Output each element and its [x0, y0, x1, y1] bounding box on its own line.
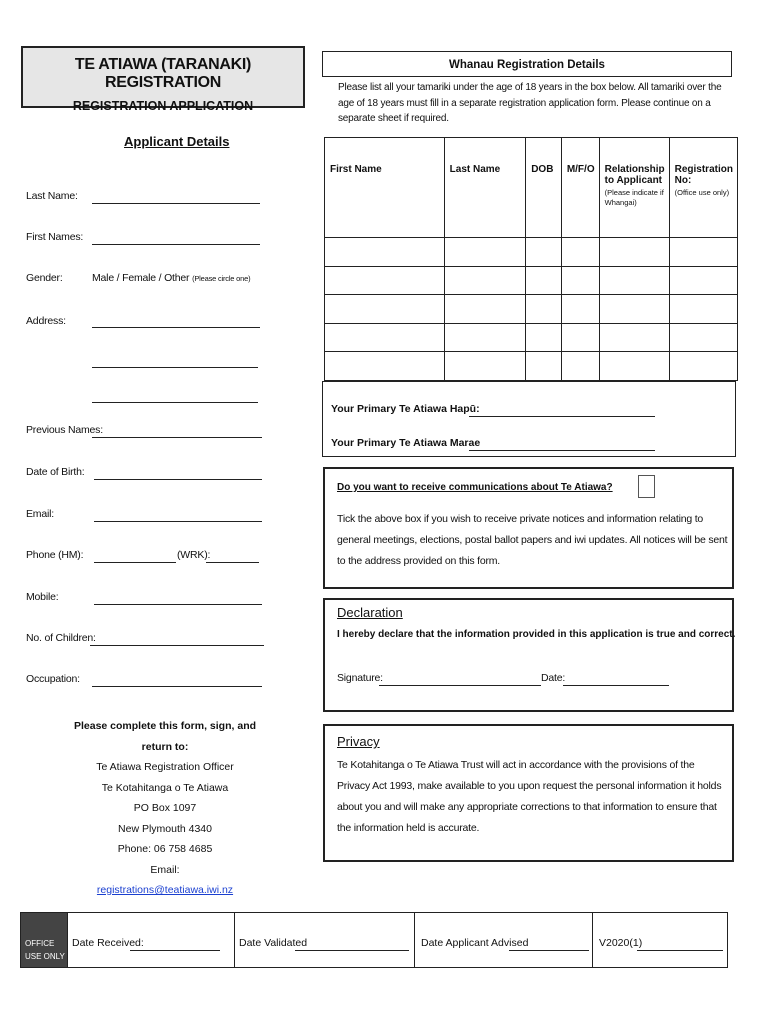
col-registration-label: Registration No: [674, 164, 733, 186]
communications-text: Tick the above box if you wish to receive private notices and information relating to general meetings, elections, postal ballot papers and iwi updates. All notices will be sent to the address provided on this form. [337, 513, 728, 567]
gender-options[interactable] [92, 272, 250, 284]
table-cell[interactable] [526, 352, 562, 381]
table-cell[interactable] [526, 295, 562, 324]
table-cell[interactable] [444, 266, 526, 295]
children-label: No. of Children: [26, 632, 96, 644]
date-validated-cell[interactable] [235, 913, 415, 967]
privacy-text: Te Kotahitanga o Te Atiawa Trust will act in accordance with the provisions of the Privacy Act 1993, make available to you upon request the personal information it holds about you and will make any appropriate corrections to that information to ensure that the information held is accurate. [337, 759, 722, 834]
children-field[interactable] [90, 645, 264, 646]
return-line-4: New Plymouth 4340 [118, 822, 212, 835]
col-registration [669, 138, 737, 238]
occupation-field[interactable] [92, 686, 262, 687]
whanau-table [324, 137, 738, 381]
office-use-strip [20, 912, 728, 968]
return-line-3: PO Box 1097 [133, 802, 197, 814]
whanau-title: Whanau Registration Details [322, 51, 732, 77]
date-advised-cell[interactable] [415, 913, 593, 967]
first-names-label: First Names: [26, 231, 84, 243]
table-cell[interactable] [599, 352, 669, 381]
hapu-label: Your Primary Te Atiawa Hapū: [331, 403, 480, 415]
hapu-field[interactable] [469, 416, 655, 417]
date-advised-line [509, 950, 589, 951]
table-cell[interactable] [526, 238, 562, 267]
table-cell[interactable] [599, 323, 669, 352]
table-cell[interactable] [669, 238, 737, 267]
declaration-date-field[interactable] [563, 685, 669, 686]
phone-label: Phone (HM): [26, 549, 84, 561]
col-relationship-note: (Please indicate if Whangai) [604, 188, 664, 207]
table-cell[interactable] [561, 295, 599, 324]
table-cell[interactable] [325, 238, 445, 267]
marae-field[interactable] [469, 450, 655, 451]
gender-label: Gender: [26, 272, 63, 284]
table-cell[interactable] [669, 266, 737, 295]
table-row [325, 352, 738, 381]
dob-field[interactable] [94, 479, 262, 480]
mobile-field[interactable] [94, 604, 262, 605]
dob-label: Date of Birth: [26, 466, 85, 478]
table-cell[interactable] [444, 238, 526, 267]
gender-note: (Please circle one) [192, 274, 251, 283]
table-row [325, 266, 738, 295]
table-cell[interactable] [561, 266, 599, 295]
address-field-2[interactable] [92, 367, 258, 368]
col-dob: DOB [526, 138, 562, 238]
phone-hm-field[interactable] [94, 562, 176, 563]
table-cell[interactable] [669, 295, 737, 324]
office-use-label: OFFICE USE ONLY [21, 913, 68, 967]
date-received-label: Date Received: [72, 937, 144, 949]
table-cell[interactable] [599, 238, 669, 267]
declaration-heading: Declaration [337, 605, 403, 620]
return-line-6: Email: [150, 863, 180, 876]
mobile-label: Mobile: [26, 591, 59, 603]
phone-wrk-label: (WRK): [177, 549, 211, 561]
col-relationship [599, 138, 669, 238]
table-cell[interactable] [599, 266, 669, 295]
last-name-field[interactable] [92, 203, 260, 204]
declaration-statement: I hereby declare that the information provided in this application is true and correct. [337, 629, 736, 640]
table-cell[interactable] [669, 323, 737, 352]
date-received-line [130, 950, 220, 951]
address-field-1[interactable] [92, 327, 260, 328]
date-advised-label: Date Applicant Advised [421, 937, 529, 949]
table-cell[interactable] [561, 323, 599, 352]
table-cell[interactable] [325, 266, 445, 295]
table-row [325, 295, 738, 324]
declaration-date-label: Date: [541, 672, 566, 684]
col-last-name: Last Name [444, 138, 526, 238]
col-first-name: First Name [325, 138, 445, 238]
return-email-link[interactable]: registrations@teatiawa.iwi.nz [96, 884, 234, 896]
table-cell[interactable] [561, 238, 599, 267]
address-field-3[interactable] [92, 402, 258, 403]
col-relationship-label: Relationship to Applicant [604, 164, 665, 186]
table-cell[interactable] [444, 295, 526, 324]
email-label: Email: [26, 508, 54, 520]
table-cell[interactable] [526, 266, 562, 295]
form-title-box [21, 46, 305, 113]
form-title: TE ATIAWA (TARANAKI) REGISTRATION [74, 56, 252, 91]
table-cell[interactable] [444, 352, 526, 381]
gender-options-text: Male / Female / Other [92, 272, 190, 284]
phone-wrk-field[interactable] [206, 562, 259, 563]
communications-checkbox[interactable] [638, 475, 655, 498]
last-name-label: Last Name: [26, 190, 78, 202]
communications-question: Do you want to receive communications about Te Atiawa? [337, 482, 613, 493]
date-validated-line [295, 950, 409, 951]
email-field[interactable] [94, 521, 262, 522]
table-row [325, 238, 738, 267]
table-cell[interactable] [669, 352, 737, 381]
version-label: V2020(1) [599, 937, 643, 949]
return-line-1: Te Atiawa Registration Officer [96, 761, 234, 773]
return-heading: Please complete this form, sign, and return to: [73, 720, 257, 753]
date-validated-label: Date Validated [239, 937, 308, 949]
marae-label: Your Primary Te Atiawa Marae [331, 437, 481, 449]
version-cell[interactable] [593, 913, 727, 967]
table-cell[interactable] [325, 295, 445, 324]
return-line-5: Phone: 06 758 4685 [117, 843, 213, 855]
return-line-2: Te Kotahitanga o Te Atiawa [101, 781, 229, 794]
table-cell[interactable] [599, 295, 669, 324]
table-cell[interactable] [444, 323, 526, 352]
previous-names-label: Previous Names: [26, 424, 103, 436]
col-mfo: M/F/O [561, 138, 599, 238]
table-cell[interactable] [325, 352, 445, 381]
col-registration-note: (Office use only) [674, 188, 730, 197]
whanau-intro: Please list all your tamariki under the age of 18 years in the box below. All tamariki over the age of 18 years must fill in a separate registration application form. Please continue on a separate sheet if required. [338, 82, 722, 124]
signature-field[interactable] [379, 685, 541, 686]
address-label: Address: [26, 315, 66, 327]
table-cell[interactable] [561, 352, 599, 381]
date-received-cell[interactable] [68, 913, 235, 967]
previous-names-field[interactable] [92, 437, 262, 438]
table-cell[interactable] [526, 323, 562, 352]
applicant-details-heading: Applicant Details [124, 134, 230, 149]
table-row [325, 323, 738, 352]
occupation-label: Occupation: [26, 673, 80, 685]
version-line [637, 950, 723, 951]
signature-label: Signature: [337, 672, 383, 684]
first-names-field[interactable] [92, 244, 260, 245]
table-cell[interactable] [325, 323, 445, 352]
privacy-heading: Privacy [337, 734, 380, 749]
return-info [60, 716, 270, 901]
form-subtitle: REGISTRATION APPLICATION [72, 99, 254, 113]
